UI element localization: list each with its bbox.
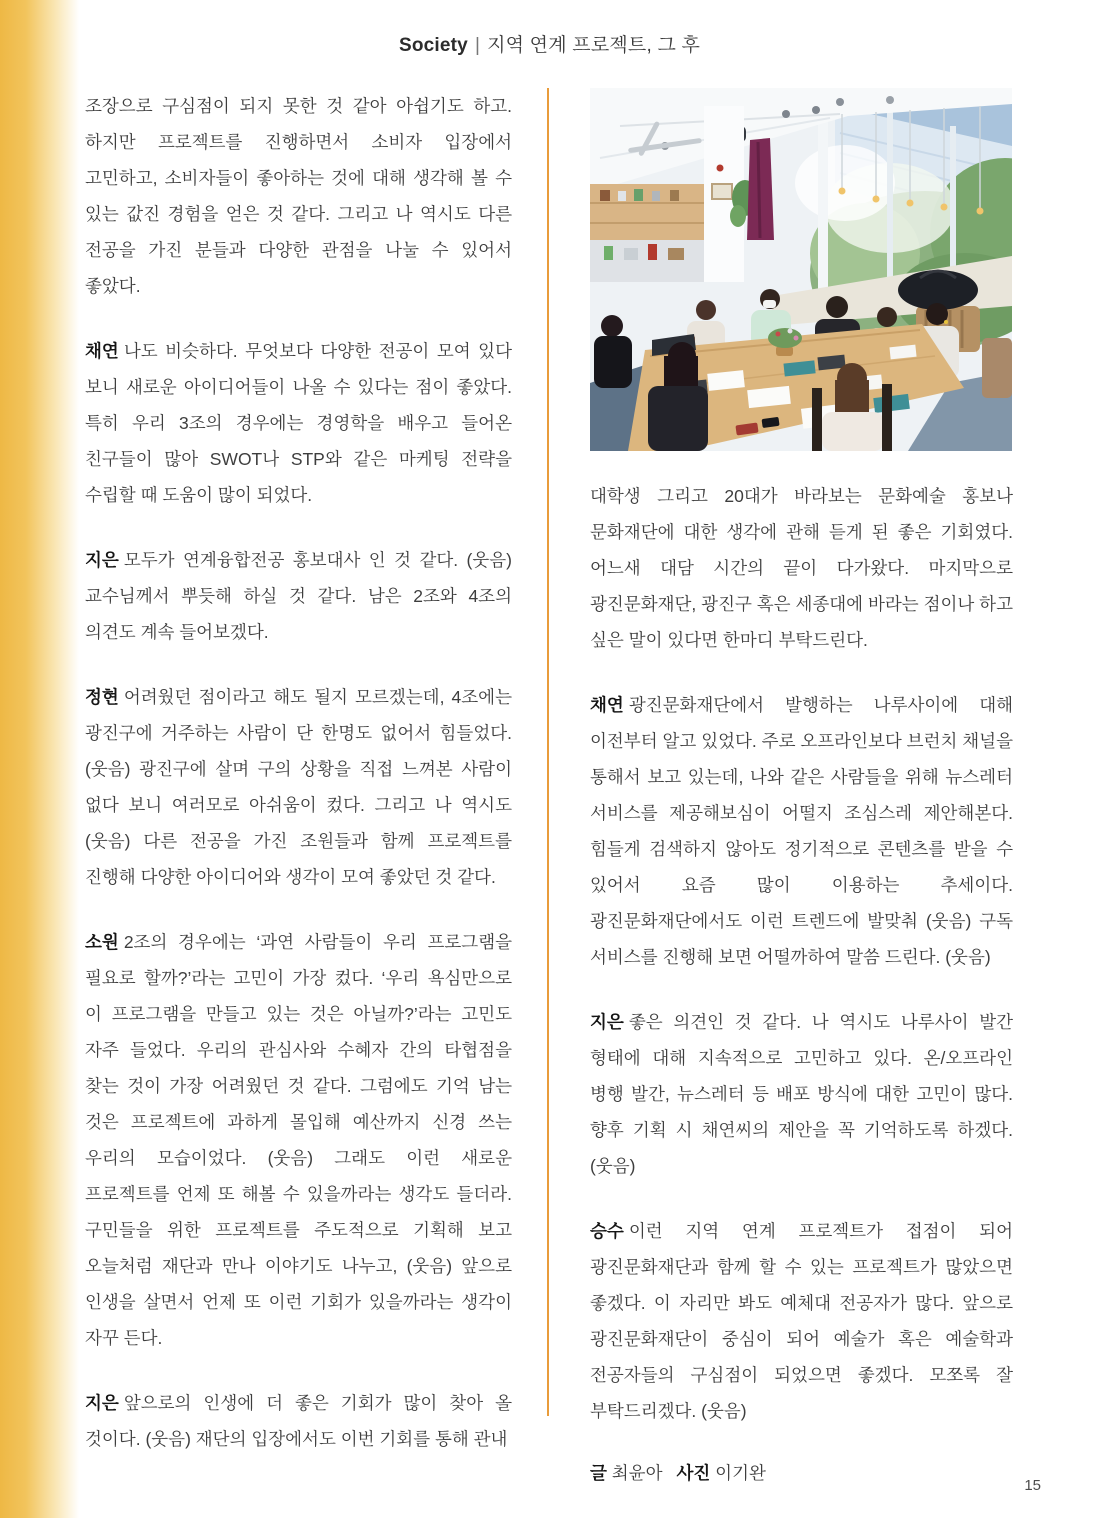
left-column	[85, 88, 512, 1486]
page-header	[0, 30, 1099, 57]
speaker-name: 승수	[590, 1221, 624, 1241]
right-column	[590, 88, 1013, 1488]
left-accent-gradient	[0, 0, 86, 1518]
article-paragraph: 지은 모두가 연계융합전공 홍보대사 인 것 같다. (웃음) 교수님께서 뿌듯해 하실 것 같다. 남은 2조와 4조의 의견도 계속 들어보겠다.	[85, 550, 512, 642]
speaker-name: 지은	[85, 550, 119, 570]
credit-label: 사진	[676, 1463, 711, 1483]
speaker-name: 지은	[590, 1012, 624, 1032]
cafe-meeting-photo-illustration	[590, 88, 1012, 451]
speaker-name: 지은	[85, 1393, 119, 1413]
speaker-name: 정현	[85, 687, 119, 707]
article-paragraph: 대학생 그리고 20대가 바라보는 문화예술 홍보나 문화재단에 대한 생각에 관해 듣게 된 좋은 기회였다. 어느새 대담 시간의 끝이 다가왔다. 마지막으로 광진문화재단, 광진구 혹은 세종대에 바라는 점이나 하고 싶은 말이 있다면 한마디 부탁드린다.	[590, 486, 1013, 650]
credits-line	[590, 1458, 1013, 1488]
column-divider	[547, 88, 549, 1416]
header-section-label: Society	[398, 35, 468, 56]
article-paragraph: 승수 이런 지역 연계 프로젝트가 접점이 되어 광진문화재단과 함께 할 수 있는 프로젝트가 많았으면 좋겠다. 이 자리만 봐도 예체대 전공자가 많다. 앞으로 광진문화재단이 중심이 되어 예술가 혹은 예술학과 전공자들의 구심점이 되었으면 좋겠다. 모쪼록 잘 부탁드리겠다. (웃음)	[590, 1221, 1013, 1421]
right-column-text	[590, 478, 1013, 1429]
article-paragraph: 채연 나도 비슷하다. 무엇보다 다양한 전공이 모여 있다 보니 새로운 아이디어들이 나올 수 있다는 점이 좋았다. 특히 우리 3조의 경우에는 경영학을 배우고 들어온 친구들이 많아 SWOT나 STP와 같은 마케팅 전략을 수립할 때 도움이 많이 되었다.	[85, 341, 512, 505]
article-paragraph: 정현 어려웠던 점이라고 해도 될지 모르겠는데, 4조에는 광진구에 거주하는 사람이 단 한명도 없어서 힘들었다. (웃음) 광진구에 살며 구의 상황을 직접 느껴본 사람이 없다 보니 여러모로 아쉬움이 컸다. 그리고 나 역시도 (웃음) 다른 전공을 가진 조원들과 함께 프로젝트를 진행해 다양한 아이디어와 생각이 모여 좋았던 것 같다.	[85, 687, 512, 887]
article-photo	[590, 88, 1012, 451]
article-paragraph: 조장으로 구심점이 되지 못한 것 같아 아쉽기도 하고. 하지만 프로젝트를 진행하면서 소비자 입장에서 고민하고, 소비자들이 좋아하는 것에 대해 생각해 볼 수 있는 값진 경험을 얻은 것 같다. 그리고 나 역시도 다른 전공을 가진 분들과 다양한 관점을 나눌 수 있어서 좋았다.	[85, 96, 512, 296]
article-paragraph: 지은 앞으로의 인생에 더 좋은 기회가 많이 찾아 올 것이다. (웃음) 재단의 입장에서도 이번 기회를 통해 관내	[85, 1393, 512, 1449]
speaker-name: 소원	[85, 932, 119, 952]
credit-label: 글	[590, 1463, 607, 1483]
header-article-title: 지역 연계 프로젝트, 그 후	[487, 35, 701, 56]
article-paragraph: 채연 광진문화재단에서 발행하는 나루사이에 대해 이전부터 알고 있었다. 주로 오프라인보다 브런치 채널을 통해서 보고 있는데, 나와 같은 사람들을 위해 뉴스레터 서비스를 제공해보심이 어떨지 조심스레 제안해본다. 힘들게 검색하지 않아도 정기적으로 콘텐츠를 받을 수 있어서 요즘 많이 이용하는 추세이다. 광진문화재단에서도 이런 트렌드에 발맞춰 (웃음) 구독 서비스를 진행해 보면 어떨까하여 말씀 드린다. (웃음)	[590, 695, 1013, 967]
article-paragraph: 지은 좋은 의견인 것 같다. 나 역시도 나루사이 발간 형태에 대해 지속적으로 고민하고 있다. 온/오프라인 병행 발간, 뉴스레터 등 배포 방식에 대한 고민이 많다. 향후 기획 시 채연씨의 제안을 꼭 기억하도록 하겠다. (웃음)	[590, 1012, 1013, 1176]
credit-item: 글 최윤아	[590, 1463, 663, 1483]
speaker-name: 채연	[85, 341, 119, 361]
header-separator: |	[474, 35, 481, 56]
article-paragraph: 소원 2조의 경우에는 ‘과연 사람들이 우리 프로그램을 필요로 할까?’라는 고민이 가장 컸다. ‘우리 욕심만으로 이 프로그램을 만들고 있는 것은 아닐까?’라는 고민도 자주 들었다. 우리의 관심사와 수혜자 간의 타협점을 찾는 것이 가장 어려웠던 것 같다. 그럼에도 기억 남는 것은 프로젝트에 과하게 몰입해 예산까지 신경 쓰는 우리의 모습이었다. (웃음) 그래도 이런 새로운 프로젝트를 언제 또 해볼 수 있을까라는 생각도 들더라. 구민들을 위한 프로젝트를 주도적으로 기획해 보고 오늘처럼 재단과 만나 이야기도 나누고, (웃음) 앞으로 인생을 살면서 언제 또 이런 기회가 있을까라는 생각이 자꾸 든다.	[85, 932, 512, 1348]
page-number: 15	[1024, 1477, 1041, 1494]
credit-item: 사진 이기완	[676, 1463, 766, 1483]
speaker-name: 채연	[590, 695, 624, 715]
